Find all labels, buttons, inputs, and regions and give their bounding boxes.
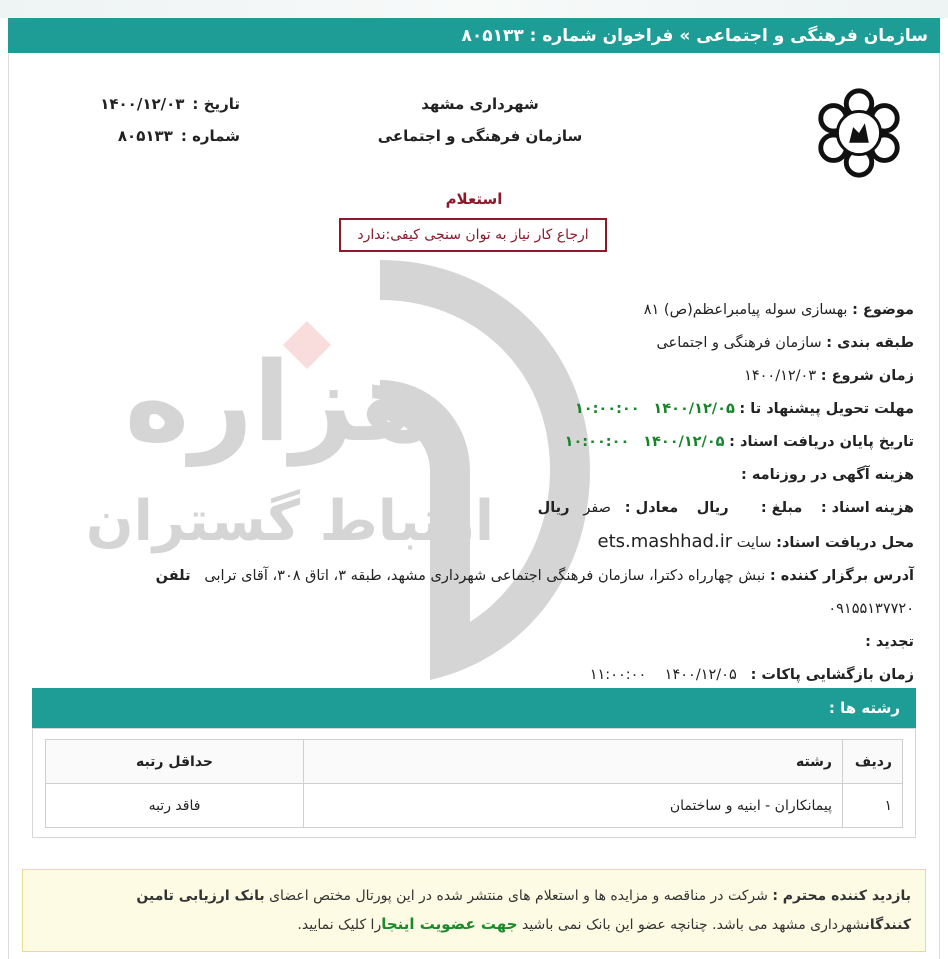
mashhad-municipality-logo: [810, 84, 908, 182]
start-row: زمان شروع : ۱۴۰۰/۱۲/۰۳: [744, 368, 914, 384]
opening-row: زمان بازگشایی پاکات : ۱۴۰۰/۱۲/۰۵ ۱۱:۰۰:۰۰: [589, 667, 914, 683]
deadline-row: مهلت تحویل پیشنهاد تا : ۱۴۰۰/۱۲/۰۵ ۱۰:۰۰:۰۰: [574, 401, 914, 417]
fields-table-wrapper: [32, 728, 916, 838]
number-value: ۸۰۵۱۳۳: [117, 127, 173, 145]
phone-row: ۰۹۱۵۵۱۳۷۷۲۰: [828, 601, 914, 617]
fields-title: رشته ها :: [828, 699, 900, 717]
cell-field: پیمانکاران - ابنیه و ساختمان: [304, 784, 843, 828]
date-value: ۱۴۰۰/۱۲/۰۳: [100, 95, 185, 113]
doc-site-link[interactable]: ets.mashhad.ir: [597, 531, 733, 552]
municipality-name: شهرداری مشهد: [421, 95, 539, 113]
membership-notice: بازدید کننده محترم : شرکت در مناقصه و مزایده ها و استعلام های منتشر شده در این پورتال مختص اعضای بانک ارزیابی تامین کنندگانشهرداری مشهد می باشد. چنانچه عضو این بانک نمی باشید جهت عضویت اینجارا کلیک نمایید.: [22, 869, 926, 952]
notice-visitor-label: بازدید کننده محترم :: [772, 888, 911, 904]
docs-end-row: تاریخ پایان دریافت اسناد : ۱۴۰۰/۱۲/۰۵ ۱۰:۰۰:۰۰: [564, 434, 914, 450]
quality-note-box: [339, 218, 607, 252]
date-label: تاریخ :: [192, 95, 240, 113]
table-row: [46, 784, 903, 828]
column-header-field: رشته: [304, 740, 843, 784]
quality-note: ارجاع کار نیاز به توان سنجی کیفی:ندارد: [357, 227, 589, 243]
doc-place-row: محل دریافت اسناد: سایت ets.mashhad.ir: [597, 531, 914, 552]
column-header-min-grade: حداقل رتبه: [46, 740, 304, 784]
category-row: طبقه بندی : سازمان فرهنگی و اجتماعی: [656, 335, 914, 351]
cell-min-grade: فاقد رتبه: [46, 784, 304, 828]
page-header: [8, 18, 940, 53]
header-title: سازمان فرهنگی و اجتماعی » فراخوان شماره : ۸۰۵۱۳۳: [461, 25, 928, 46]
fields-table: [45, 739, 903, 828]
organization-name: سازمان فرهنگی و اجتماعی: [377, 127, 583, 145]
ad-cost-row: هزینه آگهی در روزنامه :: [740, 467, 914, 483]
table-header-row: [46, 740, 903, 784]
tender-details: [24, 294, 914, 692]
number-label: شماره :: [180, 127, 240, 145]
column-header-index: ردیف: [843, 740, 903, 784]
cell-index: ۱: [843, 784, 903, 828]
document-type: استعلام: [445, 190, 503, 208]
renewal-row: تجدید :: [865, 634, 914, 650]
organization-block: [300, 88, 660, 152]
fields-section-header: [32, 688, 916, 728]
subject-row: موضوع : بهسازی سوله پیامبراعظم(ص) ۸۱: [643, 302, 914, 318]
address-row: آدرس برگزار کننده : نبش چهارراه دکترا، سازمان فرهنگی اجتماعی شهرداری مشهد، طبقه ۳، اتاق ۳۰۸، آقای ترابی تلفن: [155, 568, 914, 584]
doc-cost-row: هزینه اسناد : مبلغ : ریال معادل : صفر ریال: [537, 500, 914, 516]
meta-block: [40, 88, 240, 152]
notice-bank-name: بانک ارزیابی تامین کنندگان: [136, 888, 911, 933]
join-link[interactable]: جهت عضویت اینجا: [381, 915, 518, 933]
top-strip: [0, 0, 948, 18]
